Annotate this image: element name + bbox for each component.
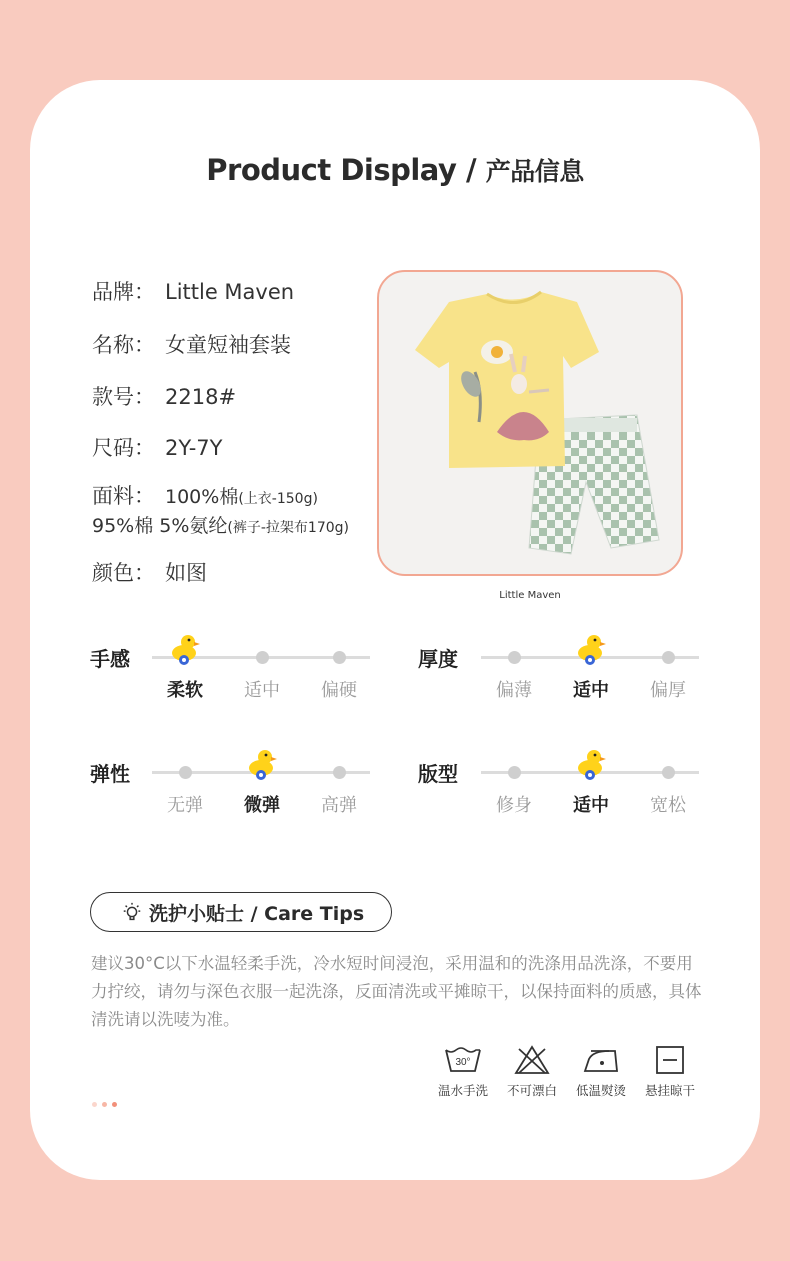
no-bleach-icon [512, 1045, 552, 1075]
info-fabric [92, 480, 318, 510]
scale-option-fit-2: 宽松 [650, 795, 686, 816]
duck-marker-icon [245, 746, 279, 782]
info-size [92, 432, 222, 462]
hang-dry-icon [650, 1045, 690, 1075]
care-item-no-bleach [497, 1045, 567, 1099]
duck-marker-icon [574, 631, 608, 667]
info-color [92, 557, 207, 587]
care-label-no-bleach: 不可漂白 [506, 1083, 557, 1098]
page-title [0, 152, 790, 188]
size-key: 尺码： [92, 436, 155, 460]
scale-option-feel-0: 柔软 [167, 680, 203, 701]
scale-label-elasticity: 弹性 [90, 762, 130, 786]
title-en: Product Display [206, 153, 457, 187]
brand-key: 品牌： [92, 280, 155, 304]
scale-dot [333, 651, 346, 664]
scale-dot [333, 766, 346, 779]
low-iron-icon [581, 1045, 621, 1075]
care-label-low-iron: 低温熨烫 [575, 1083, 626, 1098]
scale-option-thickness-1: 适中 [573, 680, 609, 701]
page-dot [102, 1102, 107, 1107]
scale-option-thickness-0: 偏薄 [496, 680, 532, 701]
title-separator: / [456, 153, 486, 187]
scale-dot [256, 651, 269, 664]
care-label-hand-wash: 温水手洗 [437, 1083, 488, 1098]
care-tips-text: 建议30°C以下水温轻柔手洗，冷水短时间浸泡，采用温和的洗涤用品洗涤，不要用力拧绞，请勿与深色衣服一起洗涤，反面清洗或平摊晾干，以保持面料的质感，具体清洗请以洗唛为准。 [91, 954, 702, 1029]
scale-label-thickness: 厚度 [418, 647, 458, 671]
scale-dot [662, 651, 675, 664]
size-value: 2Y-7Y [165, 436, 223, 460]
scale-option-elasticity-0: 无弹 [167, 795, 203, 816]
duck-marker-icon [168, 631, 202, 667]
info-style [92, 381, 236, 411]
care-label-hang-dry: 悬挂晾干 [644, 1083, 695, 1098]
scale-dot [508, 651, 521, 664]
info-fabric-line2 [92, 511, 349, 538]
color-value: 如图 [165, 561, 207, 585]
scale-option-fit-0: 修身 [496, 795, 532, 816]
fabric-key: 面料： [92, 484, 155, 508]
name-key: 名称： [92, 333, 155, 357]
care-tips-header [90, 892, 392, 932]
scale-option-elasticity-1: 微弹 [244, 795, 280, 816]
info-brand [92, 276, 294, 306]
fabric-line2: 95%棉 5%氨纶 [92, 515, 228, 537]
scale-dot [179, 766, 192, 779]
color-key: 颜色： [92, 561, 155, 585]
style-value: 2218# [165, 385, 237, 409]
wash-temp: 30° [455, 1057, 471, 1068]
scale-option-fit-1: 适中 [573, 795, 609, 816]
fabric-value: 100%棉 [165, 486, 239, 508]
scale-option-feel-2: 偏硬 [321, 680, 357, 701]
fabric-note: (上衣-150g) [238, 491, 318, 507]
hand-wash-30-icon [443, 1045, 483, 1075]
name-value: 女童短袖套装 [165, 333, 291, 357]
care-item-low-iron [566, 1045, 636, 1099]
page-indicator [92, 1092, 122, 1111]
scale-option-thickness-2: 偏厚 [650, 680, 686, 701]
title-cn: 产品信息 [485, 157, 584, 186]
page-dot [92, 1102, 97, 1107]
info-name [92, 329, 291, 359]
care-item-hang-dry [635, 1045, 705, 1099]
scale-label-feel: 手感 [90, 647, 130, 671]
scale-option-elasticity-2: 高弹 [321, 795, 357, 816]
scale-dot [662, 766, 675, 779]
scale-label-fit: 版型 [418, 762, 458, 786]
scale-option-feel-1: 适中 [244, 680, 280, 701]
care-tips-title: 洗护小贴士 / Care Tips [149, 902, 365, 925]
duck-marker-icon [574, 746, 608, 782]
brand-value: Little Maven [165, 280, 295, 304]
fabric-note2: (裤子-拉架布170g) [227, 520, 350, 536]
page-dot [112, 1102, 117, 1107]
style-key: 款号： [92, 385, 155, 409]
photo-caption: Little Maven [499, 590, 561, 601]
outfit-illustration [379, 272, 681, 574]
lightbulb-icon [121, 901, 143, 923]
product-photo [377, 270, 683, 576]
scale-dot [508, 766, 521, 779]
care-item-hand-wash [428, 1045, 498, 1099]
